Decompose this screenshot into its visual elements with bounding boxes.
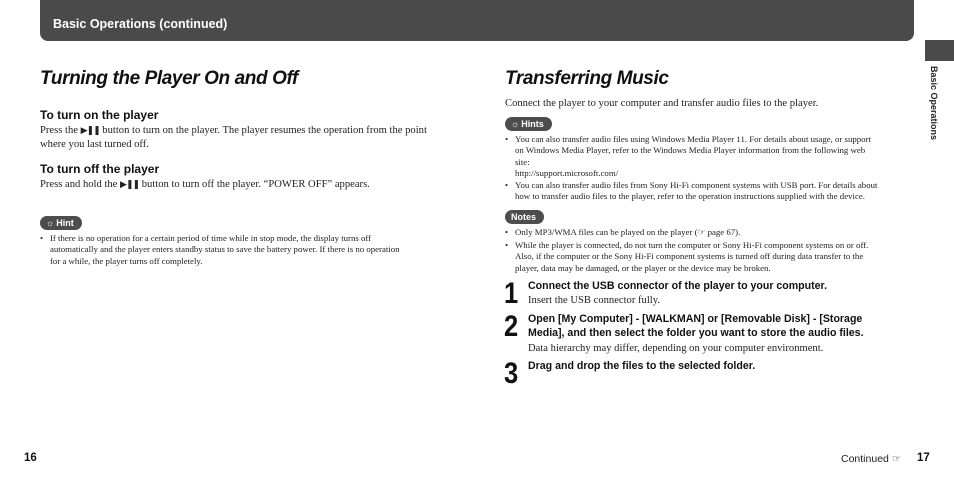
bullet: • [505,227,509,237]
page-number-left: 16 [24,452,37,464]
hints-item-2-text [515,180,877,203]
notes-badge [505,210,544,224]
notes-line: While the player is connected, do not turn the computer or Sony Hi-Fi component systems on or off. [515,240,869,250]
step-1-title: Connect the USB connector of the player to your computer. [528,280,828,292]
hints-line: You can also transfer audio files from Sony Hi-Fi component systems with USB port. For details about [515,180,878,190]
notes-line: Also, if the computer or the Sony Hi-Fi component systems is turned off during data transfer to the [515,251,864,262]
notes-item-1 [505,227,915,238]
hints-line: You can also transfer audio files using Windows Media Player 11. For details about usage, or support [515,134,871,144]
turn-on-text-b: button to turn on the player. The player resumes the operation from the point [102,125,427,136]
notes-line: player, data may be damaged, or the player or the device may be broken. [515,262,771,273]
hints-badge-label: Hints [521,119,544,129]
step-2-title [528,312,918,340]
step-2-title-line: Open [My Computer] - [WALKMAN] or [Removable Disk] - [Storage [528,313,863,325]
step-1-detail: Insert the USB connector fully. [528,295,660,306]
turn-on-text-a: Press the [40,125,78,136]
hint-text [50,233,400,267]
header-title: Basic Operations (continued) [53,17,228,31]
hints-line: how to transfer audio files to the player, refer to the operation instructions supplied with the device. [515,191,865,202]
page-number-right: 17 [917,452,930,464]
step-2-title-line: Media], and then select the folder you want to store the audio files. [528,327,864,339]
continued-label: Continued ☞ [841,453,902,465]
step-number-2: 2 [504,310,519,343]
turn-on-text-c: where you last turned off. [40,139,149,150]
subhead-turn-off: To turn off the player [40,162,160,176]
hints-line: on Windows Media Player, refer to the Windows Media Player information from the following web [515,145,866,156]
lightbulb-icon: ☼ [511,119,520,129]
side-tab-label: Basic Operations [929,66,939,141]
hint-line: If there is no operation for a certain period of time while in stop mode, the display turns off [50,233,372,243]
bullet: • [40,233,44,243]
hints-item-1 [505,134,915,180]
bullet: • [505,180,509,190]
lightbulb-icon: ☼ [46,218,55,228]
turn-off-text [40,178,470,192]
hints-item-2 [505,180,915,203]
hint-item [40,233,460,267]
header-bar [40,0,914,41]
subhead-turn-on: To turn on the player [40,108,159,122]
play-pause-icon: ▶❚❚ [80,126,100,136]
hint-badge-label: Hint [56,218,74,228]
section-title-power: Turning the Player On and Off [40,68,298,89]
hint-badge [40,216,82,230]
step-3-title: Drag and drop the files to the selected folder. [528,360,756,372]
notes-badge-label: Notes [511,212,537,222]
turn-off-text-a: Press and hold the [40,179,118,190]
bullet: • [505,134,509,144]
step-number-3: 3 [504,357,519,390]
side-tab [925,40,954,61]
notes-item-1-text: Only MP3/WMA files can be played on the player (☞ page 67). [515,227,741,237]
turn-off-text-b: button to turn off the player. “POWER OFF” appears. [141,179,370,190]
notes-item-2 [505,240,915,274]
notes-item-2-text [515,240,868,274]
bullet: • [505,240,509,250]
hints-item-1-text [515,134,871,180]
turn-on-text [40,124,470,152]
section-title-transfer: Transferring Music [505,68,669,89]
hints-url: http://support.microsoft.com/ [515,168,619,179]
step-number-1: 1 [504,277,519,310]
hints-badge [505,117,552,131]
play-pause-icon: ▶❚❚ [120,180,140,190]
step-2-detail: Data hierarchy may differ, depending on your computer environment. [528,343,824,354]
transfer-intro: Connect the player to your computer and transfer audio files to the player. [505,98,819,109]
hint-line: for a while, the player turns off completely. [50,255,203,266]
hint-line: automatically and the player enters standby status to save the battery power. If there is no operation [50,244,400,255]
hints-line: site: [515,156,530,167]
